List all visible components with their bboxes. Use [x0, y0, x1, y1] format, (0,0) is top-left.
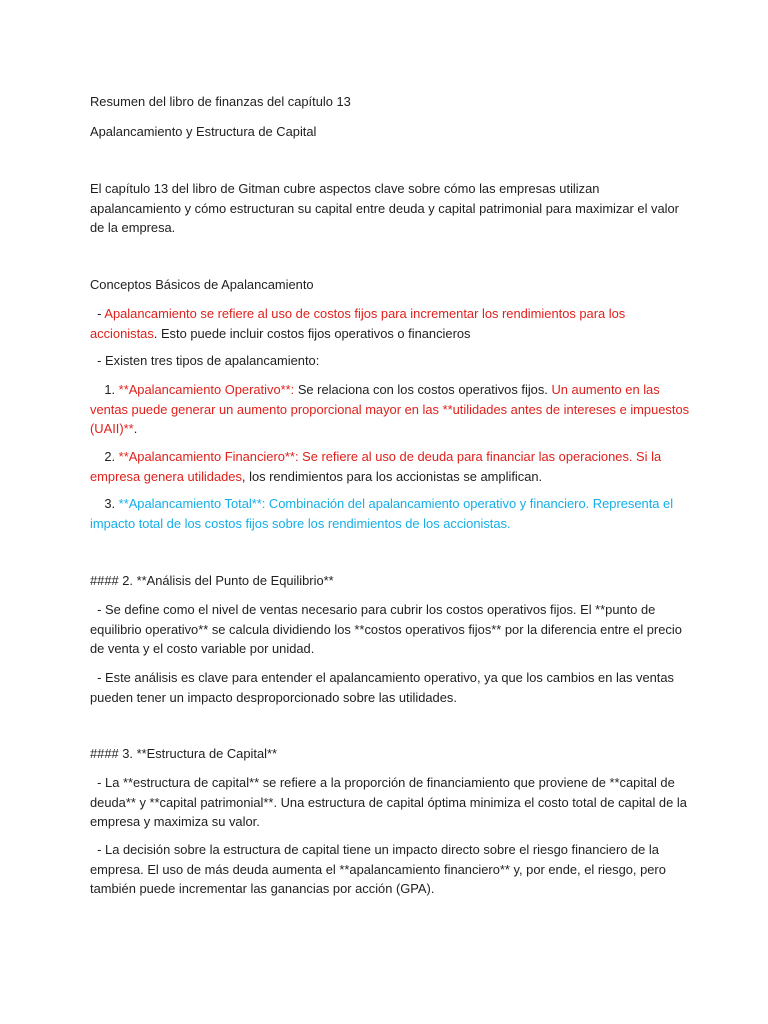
leverage-definition-highlight: Apalancamiento se refiere al uso de costos fijos para incrementar los rendimientos para los accionistas	[90, 306, 629, 341]
operating-leverage-definition: Se relaciona con los costos operativos fijos.	[294, 382, 552, 397]
section-heading-estructura: #### 3. **Estructura de Capital**	[90, 746, 278, 761]
list-number-2: 2.	[90, 449, 119, 464]
leverage-definition-rest: . Esto puede incluir costos fijos operativos o financieros	[153, 325, 471, 341]
document-title: Resumen del libro de finanzas del capítulo 13	[90, 94, 351, 109]
list-number-1: 1.	[90, 382, 119, 397]
leverage-types-intro: - Existen tres tipos de apalancamiento:	[90, 353, 320, 368]
intro-paragraph: El capítulo 13 del libro de Gitman cubre aspectos clave sobre cómo las empresas utilizan apalancamiento y cómo estructuran su capital entre deuda y capital patrimonial para maximizar el valor de la empresa.	[90, 181, 679, 236]
capital-structure-definition-paragraph: - La **estructura de capital** se refiere a la proporción de financiamiento que proviene de **capital de deuda** y **capital patrimonial**. Una estructura de capital óptima minimiza el costo total de capital de la empresa y maximiza su valor.	[90, 775, 691, 830]
document-subtitle: Apalancamiento y Estructura de Capital	[90, 124, 317, 139]
bullet-prefix: -	[90, 306, 105, 321]
financial-leverage-rest: , los rendimientos para los accionistas se amplifican.	[241, 468, 543, 484]
breakeven-definition-paragraph: - Se define como el nivel de ventas necesario para cubrir los costos operativos fijos. El **punto de equilibrio operativo** se calcula dividiendo los **costos operativos fijos** por la diferencia entre el precio de venta y el costo variable por unidad.	[90, 602, 686, 657]
section-heading-conceptos: Conceptos Básicos de Apalancamiento	[90, 277, 314, 292]
section-heading-equilibrio: #### 2. **Análisis del Punto de Equilibrio**	[90, 573, 334, 588]
financial-leverage-highlight: **Apalancamiento Financiero**: Se refiere al uso de deuda para financiar las operaciones. Si la empresa genera utilidades	[90, 449, 665, 484]
capital-structure-risk-paragraph: - La decisión sobre la estructura de capital tiene un impacto directo sobre el riesgo financiero de la empresa. El uso de más deuda aumenta el **apalancamiento financiero** y, por ende, el riesgo, pero también puede incrementar las ganancias por acción (GPA).	[90, 842, 670, 897]
operating-leverage-highlight: Un aumento en las ventas puede generar un aumento proporcional mayor en las **utilidades antes de intereses e impuestos (UAII)**	[90, 382, 693, 437]
operating-leverage-end: .	[133, 421, 138, 437]
leverage-definition-paragraph	[90, 304, 690, 343]
list-number-3: 3.	[90, 496, 119, 511]
list-item-total-leverage	[90, 494, 690, 533]
operating-leverage-term: **Apalancamiento Operativo**:	[118, 382, 295, 397]
breakeven-analysis-paragraph: - Este análisis es clave para entender el apalancamiento operativo, ya que los cambios en las ventas pueden tener un impacto desproporcionado sobre las utilidades.	[90, 670, 678, 705]
list-item-operating-leverage	[90, 380, 693, 439]
total-leverage-highlight: **Apalancamiento Total**: Combinación del apalancamiento operativo y financiero. Representa el impacto total de los costos fijos sobre los rendimientos de los accionistas.	[90, 496, 677, 531]
list-item-financial-leverage	[90, 447, 690, 486]
